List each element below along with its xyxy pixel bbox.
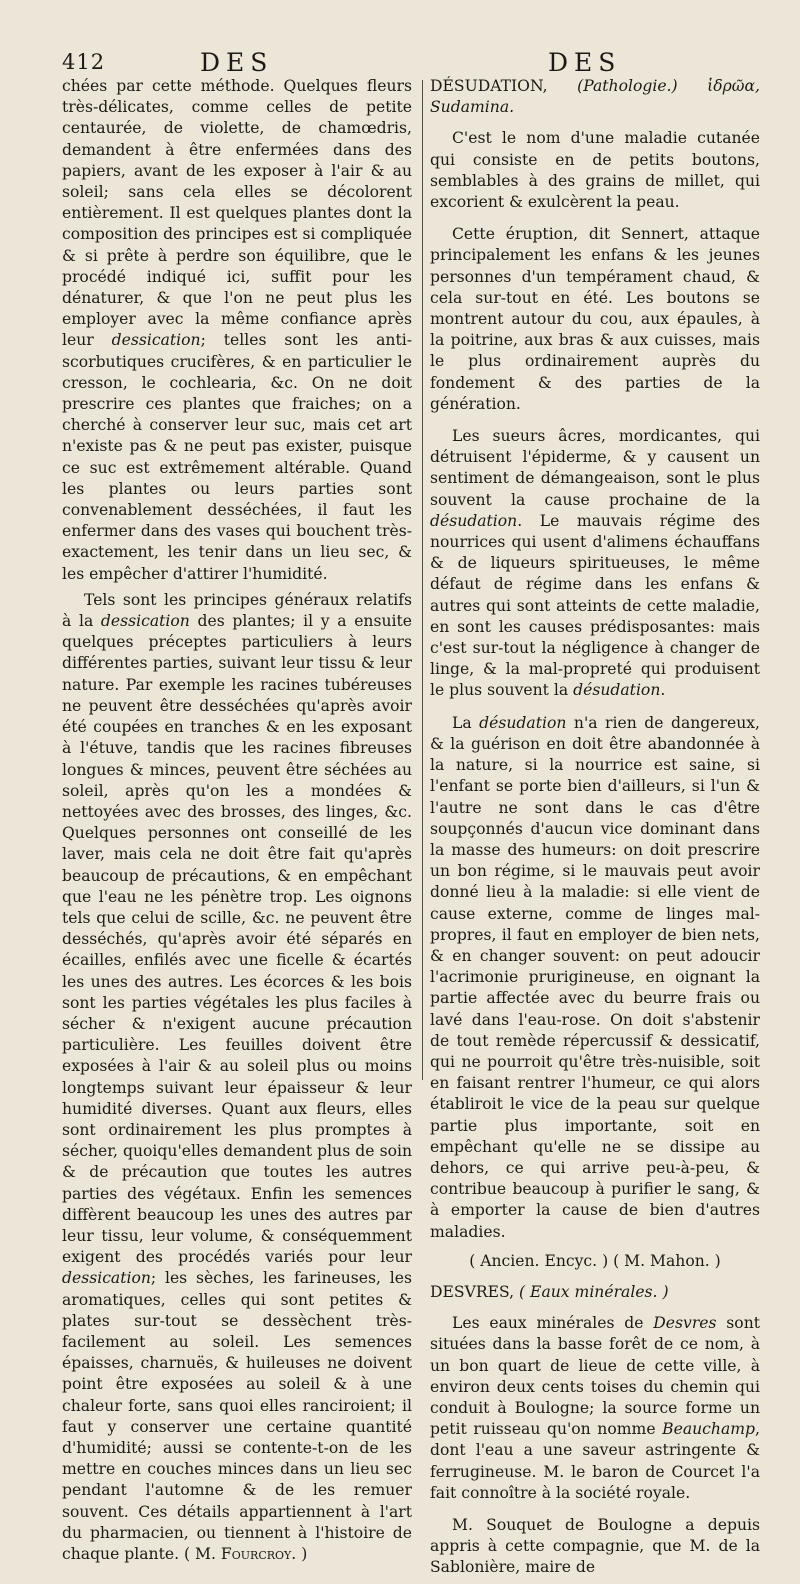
author-signature: ( Ancien. Encyc. ) ( M. Mahon. ) [469, 1251, 721, 1270]
article-heading: DESVRES, ( Eaux minérales. ) [430, 1282, 669, 1301]
running-head-right: DES [548, 48, 622, 77]
paragraph: La désudation n'a rien de dangereux, & la guérison en doit être abandonnée à la nature, si la nourrice est saine, si l'enfant se porte bien d'ailleurs, si l'un & l'autre ne sont dans le cas d'être soupçonnés d'aucun vice dominant dans la masse des humeurs: on doit prescrire un bon régime, si le mauvais peut avoir donné lieu à la maladie: si elle vient de cause externe, comme de linges mal-propres, il faut en employer de bien nets, & en changer souvent: on peut adoucir l'acrimonie prurigineuse, en oignant la partie affectée avec du beurre frais ou lavé dans l'eau-rose. On doit s'abstenir de tout remède répercussif & dessicatif, qui ne pourroit qu'être très-nuisible, soit en faisant rentrer l'humeur, ce qui alors établiroit le vice de la peau sur quelque partie plus importante, soit en empêchant qu'elle ne se dissipe au dehors, ce qui arrive peu-à-peu, & contribue beaucoup à purifier le sang, & à emporter la cause de bien d'autres maladies. [430, 713, 760, 1241]
paragraph: M. Souquet de Boulogne a depuis appris à cette compagnie, que M. de la Sablonière, maire de [430, 1516, 760, 1577]
running-header [0, 48, 800, 78]
paragraph: Tels sont les principes généraux relatifs à la dessication des plantes; il y a ensuite quelques préceptes particuliers à leurs différentes parties, suivant leur tissu & leur nature. Par exemple les racines tubéreuses ne peuvent être desséchées qu'après avoir été coupées en tranches & en les exposant à l'étuve, tandis que les racines fibreuses longues & minces, peuvent être séchées au soleil, après qu'on les a mondées & nettoyées avec des brosses, des linges, &c. Quelques personnes ont conseillé de les laver, mais cela ne doit être fait qu'après beaucoup de précautions, & en empêchant que l'eau ne les pénètre trop. Les oignons tels que celui de scille, &c. ne peuvent être desséchés, qu'après avoir été séparés en écailles, enfilés avec une ficelle & écartés les unes des autres. Les écorces & les bois sont les parties végétales les plus faciles à sécher & n'exigent aucune précaution particulière. Les feuilles doivent être exposées à l'air & au soleil plus ou moins longtemps suivant leur épaisseur & leur humidité diverses. Quant aux fleurs, elles sont ordinairement les plus promptes à sécher, quoiqu'elles demandent plus de soin & de précaution que toutes les autres parties des végétaux. Enfin les semences diffèrent beaucoup les unes des autres par leur tissu, leur volume, & conséquemment exigent des procédés variés pour leur dessication; les sèches, les farineuses, les aromatiques, celles qui sont petites & plates sur-tout se dessèchent très-facilement au soleil. Les semences épaisses, charnuës, & huileuses ne doivent point être exposées au soleil & à une chaleur forte, sans quoi elles ranciroient; il faut y conserver une certaine quantité d'humidité; aussi se contente-t-on de les mettre en couches minces dans un lieu sec pendant l'automne & de les remuer souvent. Ces détails appartiennent à l'art du pharmacien, ou tiennent à l'histoire de chaque plante. ( M. Fourcroy. ) [62, 590, 412, 1564]
left-column [62, 76, 412, 1570]
right-column [430, 76, 760, 1584]
author-signature: ( M. Fourcroy. ) [184, 1545, 308, 1564]
paragraph: C'est le nom d'une maladie cutanée qui consiste en de petits boutons, semblables à des grains de millet, qui excorient & exulcèrent la peau. [430, 129, 760, 212]
paragraph: Les sueurs âcres, mordicantes, qui détruisent l'épiderme, & y causent un sentiment de démangeaison, sont le plus souvent la cause prochaine de la désudation. Le mauvais régime des nourrices qui usent d'alimens échauffans & de liqueurs spiritueuses, le même défaut de régime dans les enfans & autres qui sont atteints de cette maladie, en sont les causes prédisposantes: mais c'est sur-tout la négligence à changer de linge, & la mal-propreté qui produisent le plus souvent la désudation. [430, 427, 760, 700]
article-title: DESVRES, [430, 1282, 515, 1301]
article-heading: DÉSUDATION, (Pathologie.) ἱδρῶα, Sudamina. [430, 77, 760, 117]
column-divider [422, 80, 423, 1080]
page-number: 412 [62, 50, 106, 74]
running-head-left: DES [200, 48, 274, 77]
article-title: DÉSUDATION, [430, 77, 548, 95]
paragraph: Les eaux minérales de Desvres sont situées dans la basse forêt de ce nom, à un bon quart de lieue de cette ville, à environ deux cents toises du chemin qui conduit à Boulogne; la source forme un petit ruisseau qu'on nomme Beauchamp, dont l'eau a une saveur astringente & ferrugineuse. M. le baron de Courcet l'a fait connoître à la société royale. [430, 1314, 760, 1502]
paragraph: chées par cette méthode. Quelques fleurs très-délicates, comme celles de petite centaurée, de violette, de chamœdris, demandent à être enfermées dans des papiers, avant de les exposer à l'air & au soleil; sans cela elles se décolorent entièrement. Il est quelques plantes dont la composition des principes est si compliquée & si prête à perdre son équilibre, que le procédé indiqué ici, suffit pour les dénaturer, & que l'on ne peut plus les employer avec la même confiance après leur dessication; telles sont les anti-scorbutiques crucifères, & en particulier le cresson, le cochlearia, &c. On ne doit prescrire ces plantes que fraiches; on a cherché à conserver leur suc, mais cet art n'existe pas & ne peut pas exister, puisque ce suc est extrêmement altérable. Quand les plantes ou leurs parties sont convenablement desséchées, il faut les enfermer dans des vases qui bouchent très-exactement, les tenir dans un lieu sec, & les empêcher d'attirer l'humidité. [62, 77, 413, 583]
paragraph: Cette éruption, dit Sennert, attaque principalement les enfans & les jeunes personnes d'un tempérament chaud, & cela sur-tout en été. Les boutons se montrent autour du cou, aux épaules, à la poitrine, aux bras & aux cuisses, mais le plus ordinairement auprès du fondement & des parties de la génération. [430, 225, 760, 413]
